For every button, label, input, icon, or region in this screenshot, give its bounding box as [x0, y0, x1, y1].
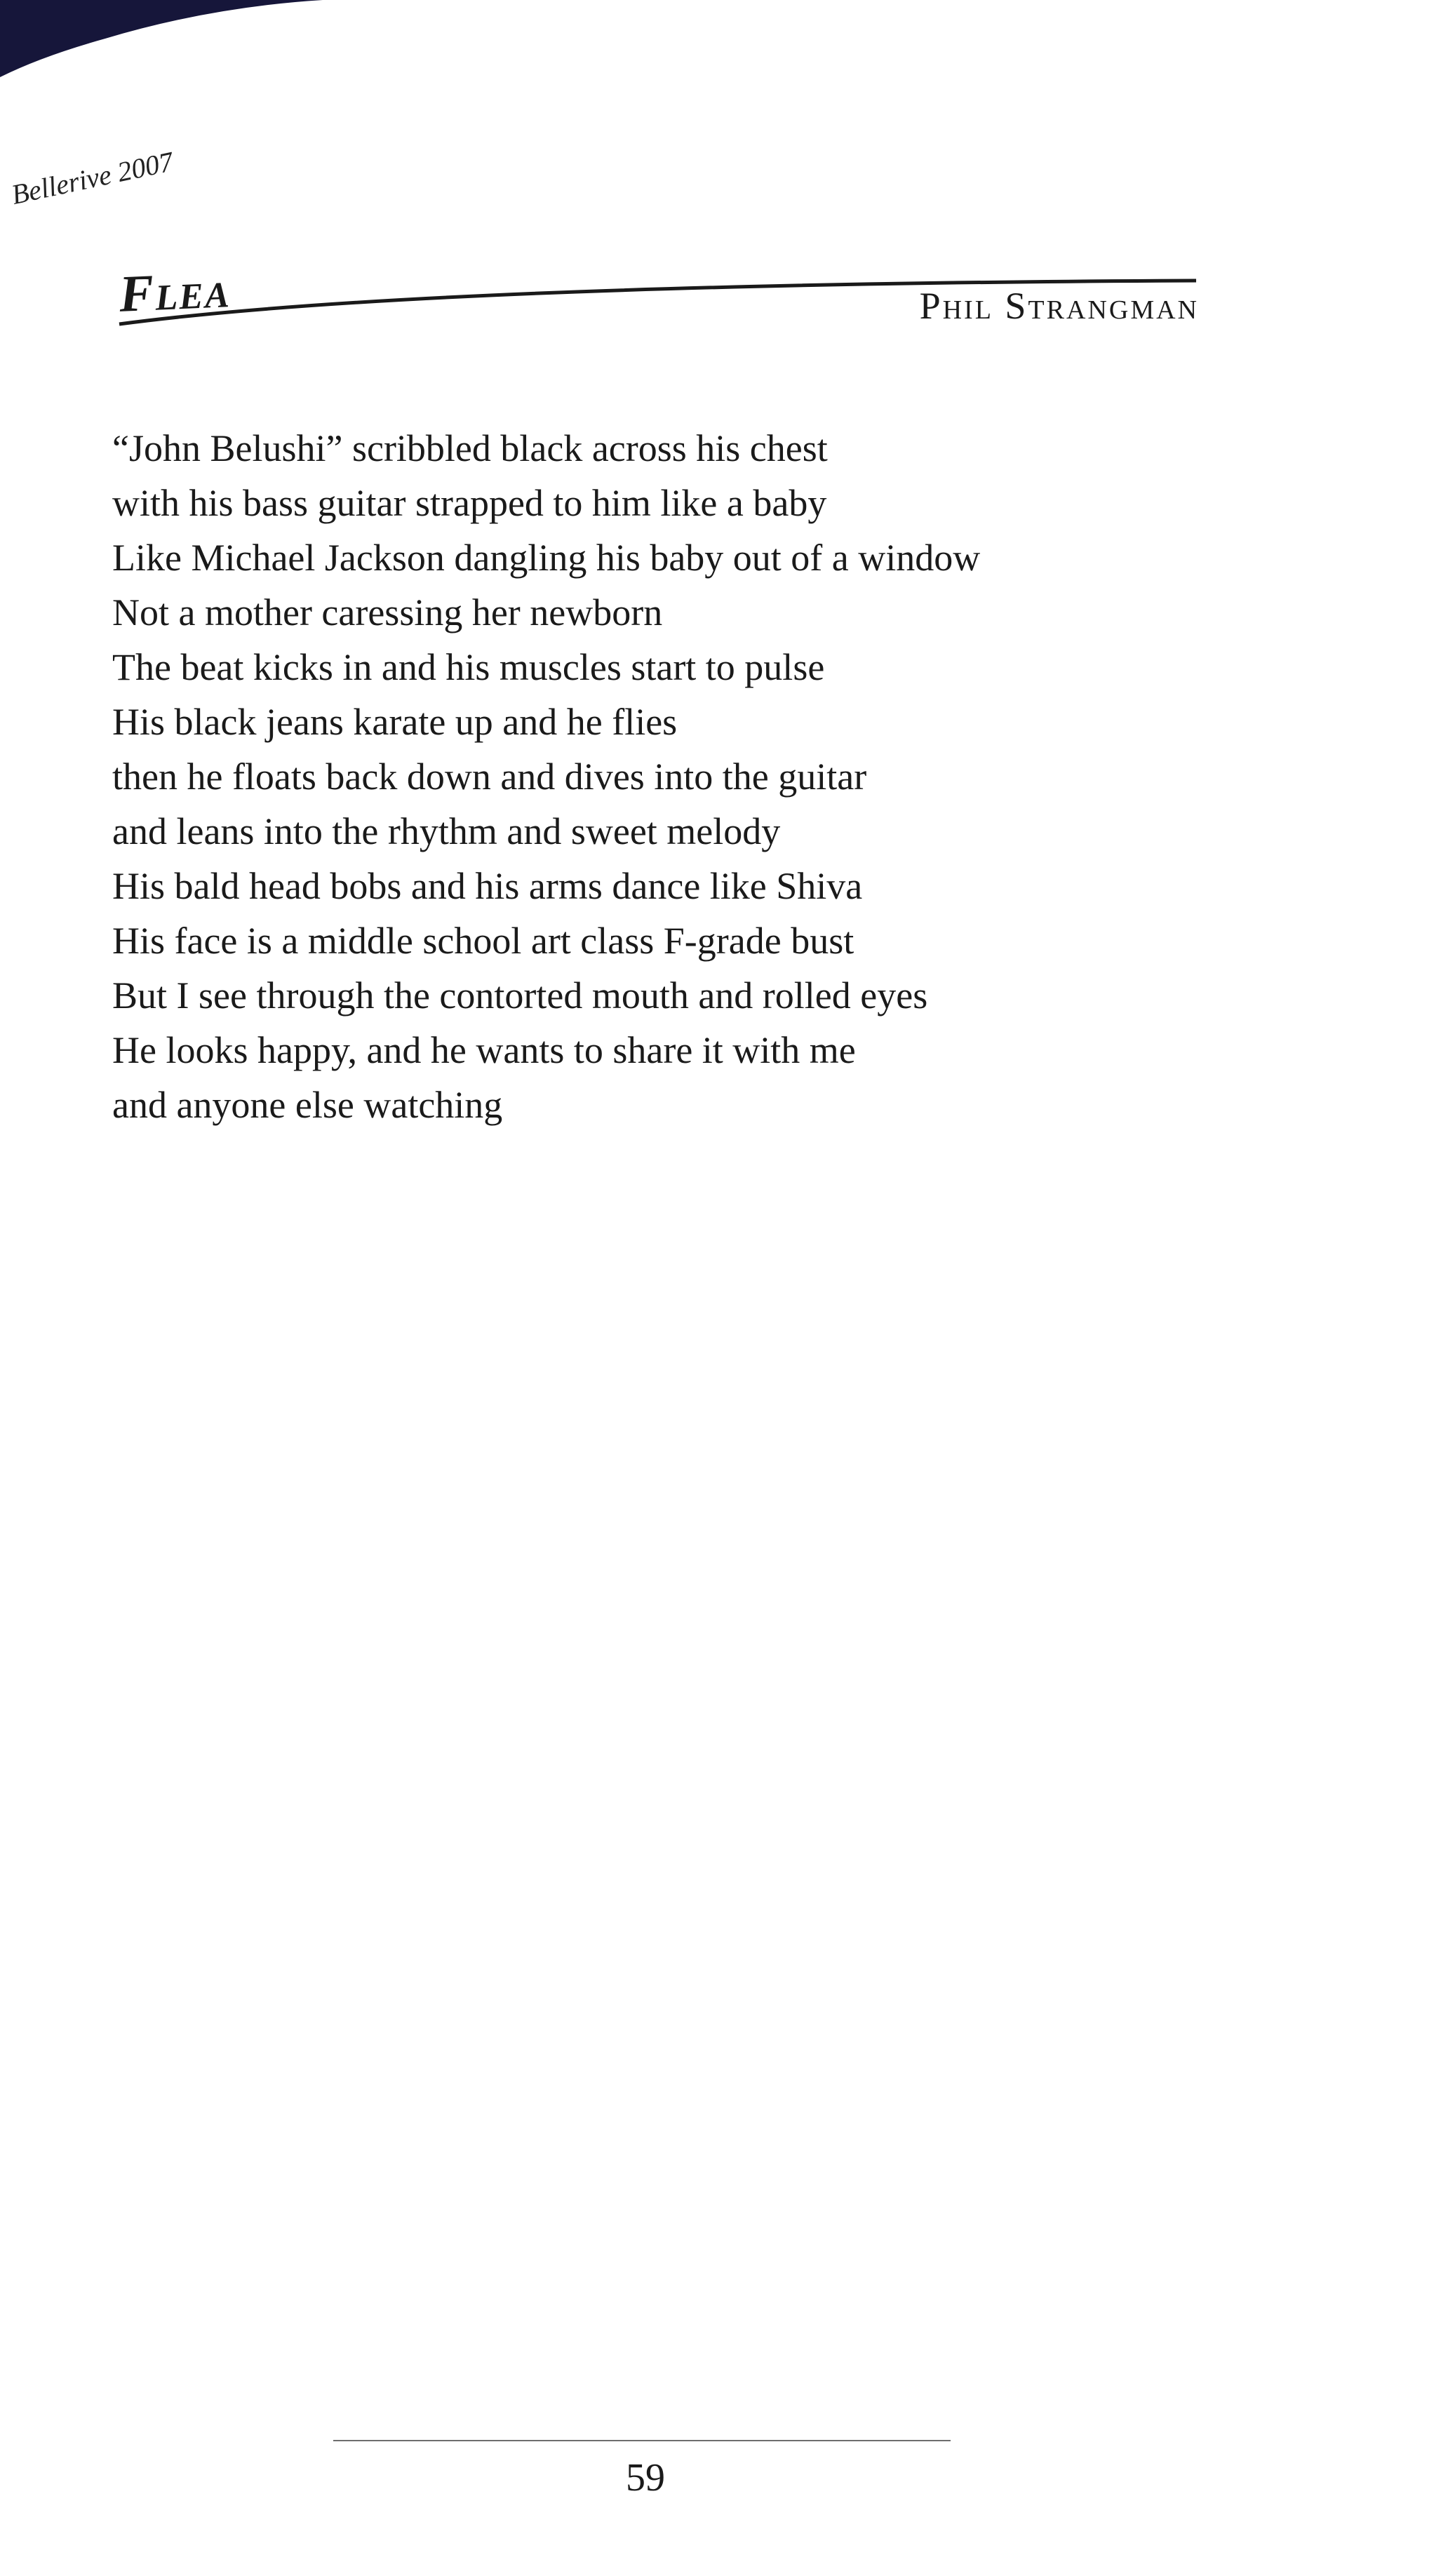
poem-line: Not a mother caressing her newborn	[112, 591, 663, 633]
footer-rule	[333, 2440, 951, 2441]
poem-line: Like Michael Jackson dangling his baby out of a window	[112, 537, 981, 579]
poem-line: His black jeans karate up and he flies	[112, 701, 678, 743]
running-head: Bellerive 2007	[8, 145, 176, 210]
page-corner-shadow	[0, 0, 323, 77]
poem-line: with his bass guitar strapped to him like a baby	[112, 482, 827, 524]
poem-line: “John Belushi” scribbled black across his chest	[112, 427, 828, 469]
poem-line: The beat kicks in and his muscles start to pulse	[112, 646, 825, 688]
poem-author: Phil Strangman	[919, 285, 1199, 327]
poem-line: then he floats back down and dives into the guitar	[112, 756, 867, 798]
poem-line: His bald head bobs and his arms dance like Shiva	[112, 865, 863, 907]
poem-line: But I see through the contorted mouth and rolled eyes	[112, 974, 928, 1017]
poem-line: and anyone else watching	[112, 1084, 503, 1126]
poem-line: and leans into the rhythm and sweet melody	[112, 810, 781, 852]
page-number: 59	[626, 2456, 665, 2500]
poem-title: Flea	[118, 261, 232, 323]
poem-line: He looks happy, and he wants to share it with me	[112, 1029, 856, 1071]
poem-line: His face is a middle school art class F-grade bust	[112, 920, 854, 962]
poem-body	[112, 421, 1094, 1132]
